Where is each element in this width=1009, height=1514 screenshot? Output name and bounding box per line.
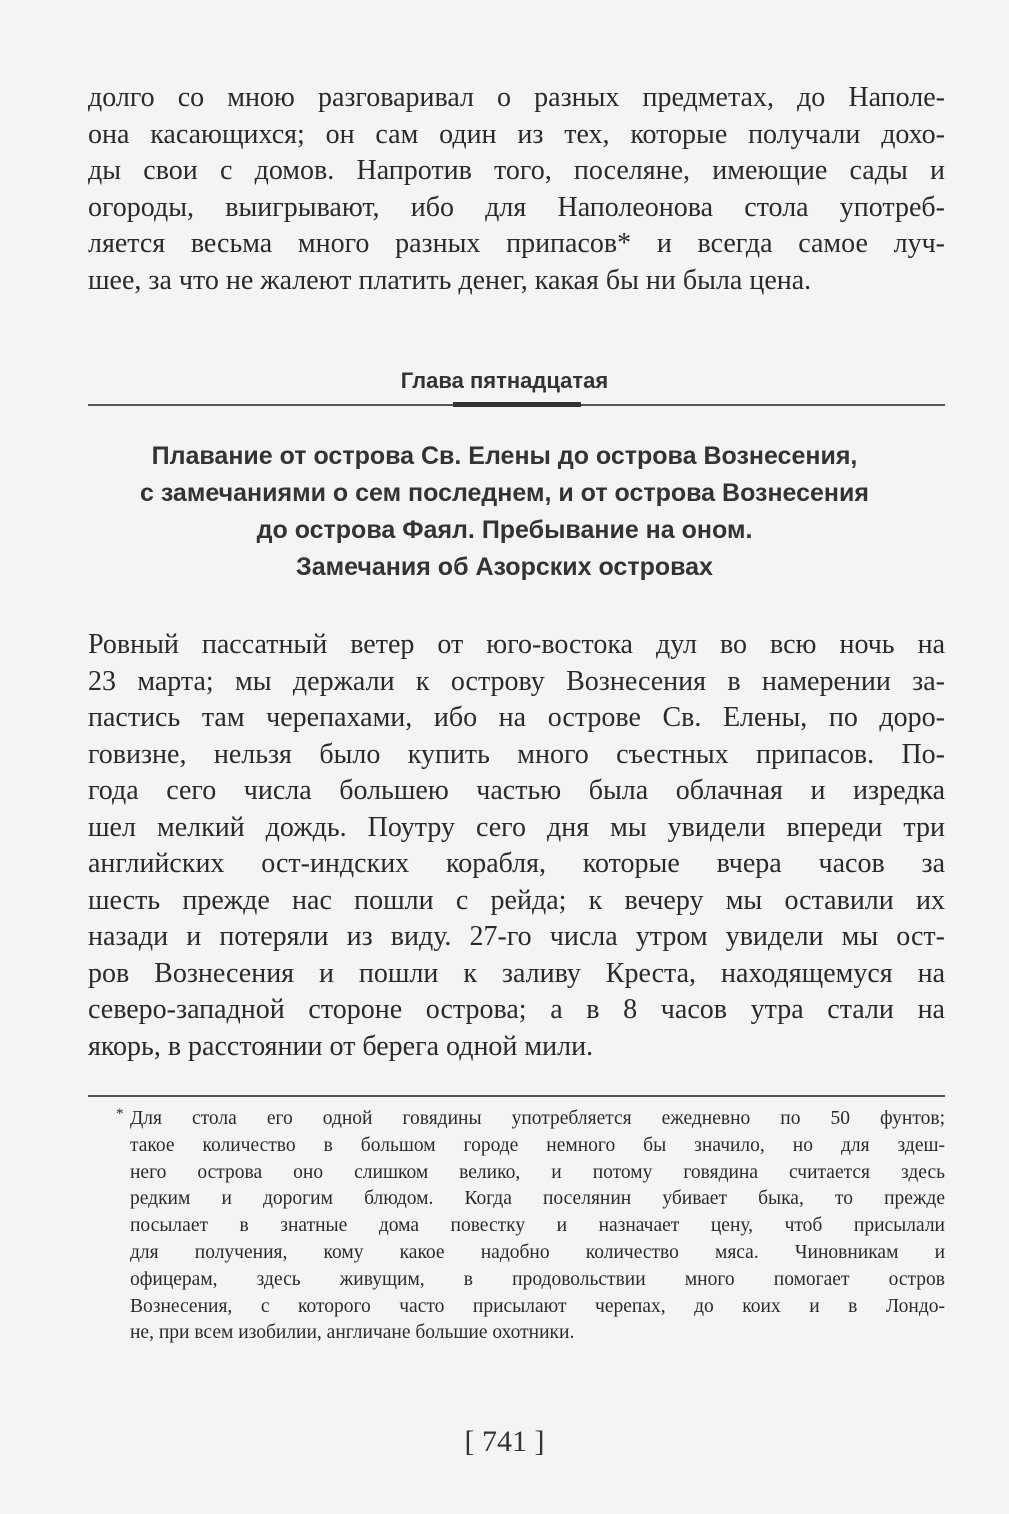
text-line: назади и потеряли из виду. 27-го числа утром увидели мы ост- xyxy=(88,921,945,952)
text-line: английских ост-индских корабля, которые вчера часов за xyxy=(88,848,945,879)
footnote-marker: * xyxy=(116,1106,124,1122)
text-line: для получения, кому какое надобно количество мяса. Чиновникам и xyxy=(130,1241,945,1263)
body-paragraph xyxy=(88,627,945,1065)
text-line: шел мелкий дождь. Поутру сего дня мы увидели впереди три xyxy=(88,811,945,843)
text-line: такое количество в большом городе немного бы значило, но для здеш- xyxy=(130,1134,945,1156)
text-line: года сего числа большею частью была облачная и изредка xyxy=(88,775,945,806)
chapter-title-line: до острова Фаял. Пребывание на оном. xyxy=(256,516,753,544)
text-line: якорь, в расстоянии от берега одной мили. xyxy=(88,1030,594,1062)
chapter-title-line: Замечания об Азорских островах xyxy=(296,553,713,581)
text-line: долго со мною разговаривал о разных предметах, до Наполе- xyxy=(88,82,945,113)
text-line: ды свои с домов. Напротив того, поселяне, имеющие сады и xyxy=(88,155,945,186)
text-line: него острова оно слишком велико, и потому говядина считается здесь xyxy=(130,1161,945,1183)
page-number: [ 741 ] xyxy=(464,1425,545,1458)
footnote-divider xyxy=(88,1095,945,1097)
text-line: офицерам, здесь живущим, в продовольствии много помогает остров xyxy=(130,1268,945,1290)
text-line: редким и дорогим блюдом. Когда поселянин убивает быка, то прежде xyxy=(130,1188,945,1210)
chapter-title-line: с замечаниями о сем последнем, и от острова Вознесения xyxy=(139,479,869,507)
top-paragraph xyxy=(88,80,945,299)
text-line: ров Вознесения и пошли к заливу Креста, находящемуся на xyxy=(88,957,945,989)
text-line: 23 марта; мы держали к острову Вознесения в намерении за- xyxy=(88,665,945,697)
text-line: ляется весьма много разных припасов* и всегда самое луч- xyxy=(88,228,945,259)
footnote xyxy=(130,1106,945,1347)
text-line: пастись там черепахами, ибо на острове Св. Елены, по доро- xyxy=(88,702,945,733)
text-line: она касающихся; он сам один из тех, которые получали дохо- xyxy=(88,118,945,150)
text-line: не, при всем изобилии, англичане большие охотники. xyxy=(130,1322,575,1344)
chapter-title-line: Плавание от острова Св. Елены до острова Вознесения, xyxy=(151,442,858,470)
chapter-title xyxy=(60,438,949,586)
text-line: говизне, нельзя было купить много съестных припасов. По- xyxy=(88,738,945,770)
text-line: шесть прежде нас пошли с рейда; к вечеру мы оставили их xyxy=(88,884,945,916)
chapter-divider-accent xyxy=(453,402,581,407)
text-line: огороды, выигрывают, ибо для Наполеонова стола употреб- xyxy=(88,191,945,223)
text-line: Вознесения, с которого часто присылают черепах, до коих и в Лондо- xyxy=(130,1295,945,1317)
text-line: посылает в знатные дома повестку и назначает цену, чтоб присылали xyxy=(130,1215,945,1237)
chapter-label: Глава пятнадцатая xyxy=(400,368,609,393)
text-line: Для стола его одной говядины употребляется ежедневно по 50 фунтов; xyxy=(130,1108,945,1129)
text-line: северо-западной стороне острова; а в 8 часов утра стали на xyxy=(88,994,945,1025)
text-line: шее, за что не жалеют платить денег, какая бы ни была цена. xyxy=(88,264,812,296)
text-line: Ровный пассатный ветер от юго-востока дул во всю ночь на xyxy=(88,629,945,660)
